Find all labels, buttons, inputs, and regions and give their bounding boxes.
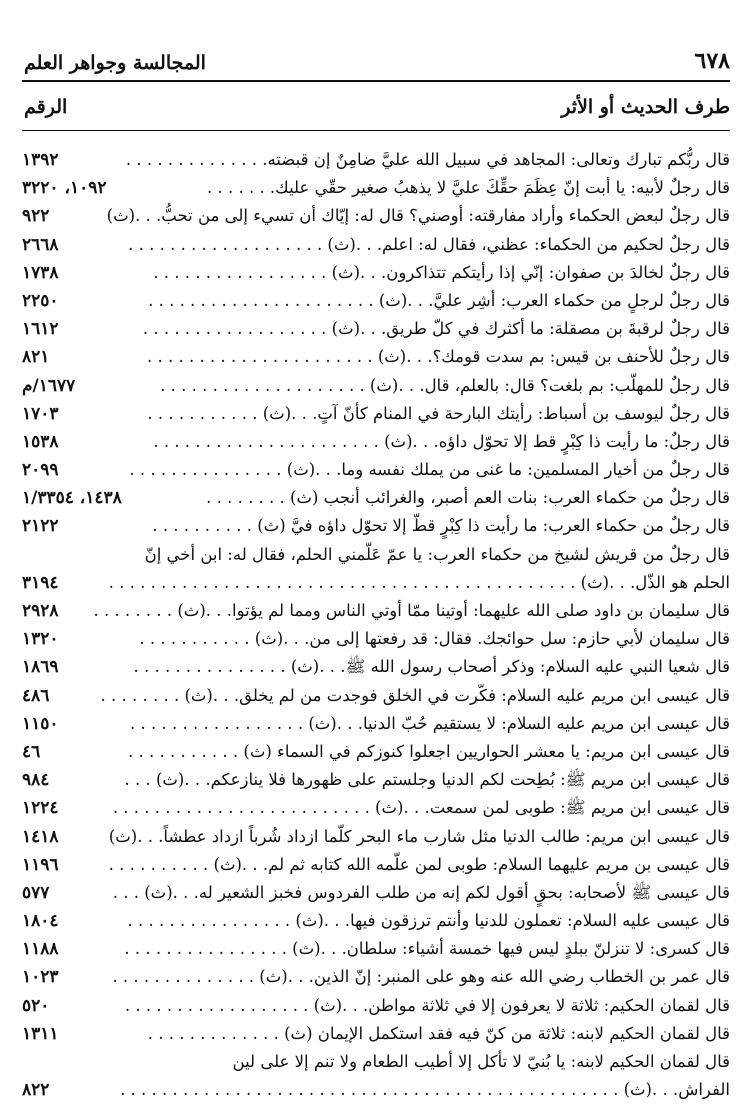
index-entry <box>22 625 730 653</box>
entry-reference-number: ١٧٣٨ <box>22 262 59 283</box>
index-entry <box>22 343 730 371</box>
page-number: ٦٧٨ <box>694 48 730 74</box>
entry-reference-number: ١٠٢٣ <box>22 967 59 988</box>
entry-text: الحلم هو الذّل. . .(ث) . . . . . . . . . . . . . . . . . . . . . . . . . . . . . . . . . . . . . . . . . . . . . <box>108 572 730 592</box>
index-entry <box>22 935 730 963</box>
entry-text: الفراش. . .(ث) . . . . . . . . . . . . . . . . . . . . . . . . . . . . . . . . . . . . . . . . . . . . . . . . <box>120 1080 730 1100</box>
running-head <box>24 44 730 74</box>
index-entry <box>22 259 730 287</box>
entry-reference-number: ١١٥٠ <box>22 713 59 734</box>
entry-reference-number: ٥٢٠ <box>22 995 50 1016</box>
entry-text: قال رجلٌ لرجلٍ من حكماء العرب: أشِر عليَّ. . .(ث) . . . . . . . . . . . . . . . . . . . . . . <box>148 290 730 310</box>
entry-reference-number: ١٢٢٤ <box>22 798 59 819</box>
entry-text: قال رجلٌ للمهلّب: بم بلغت؟ قال: بالعلم، قال. . .(ث) . . . . . . . . . . . . . . . . . . . . <box>160 375 730 395</box>
index-entry <box>22 512 730 540</box>
entry-text: قال رجلٌ لأبيه: يا أبت إنّ عِظَمَ حقِّكَ عليَّ لا يذهبُ صغير حقّي عليك. . . . . . . <box>206 178 730 198</box>
column-header-text: طرف الحديث أو الأثر <box>561 96 730 118</box>
entry-text: قال سليمان بن داود صلى الله عليهما: أوتينا ممّا أوتي الناس ومما لم يؤتوا. . .(ث) . . . . . . . . <box>93 601 730 620</box>
index-entry <box>22 428 730 456</box>
header-rule <box>22 80 730 82</box>
entry-reference-number: ١٨٦٩ <box>22 657 59 678</box>
entry-reference-number: ٤٦ <box>22 741 41 762</box>
index-entry <box>22 1076 730 1104</box>
entry-text: قال رجلٌ للأحنف بن قيس: بم سدت قومك؟. . .(ث) . . . . . . . . . . . . . . . . . . . . . . <box>147 347 730 367</box>
index-entry <box>22 202 730 230</box>
entry-reference-number: ٢٩٢٨ <box>22 601 59 621</box>
entry-text: قال لقمان الحكيم لابنه: يا بُنيّ لا تأكل إلا أطيب الطعام ولا تنم إلا على لين <box>232 1052 730 1071</box>
entry-reference-number: ٢٦٦٨ <box>22 234 59 255</box>
entry-reference-number: ٢٢٥٠ <box>22 290 59 311</box>
entry-text: قال عيسى عليه السلام: تعملون للدنيا وأنتم ترزقون فيها. . .(ث) . . . . . . . . . . . . . . . . <box>127 911 730 931</box>
index-entry <box>22 315 730 343</box>
entry-text: قال عيسى ابن مريم عليه السلام: لا يستقيم حُبّ الدنيا. . .(ث) . . . . . . . . . . . . . . . . . <box>130 713 730 733</box>
entry-text: قال رجلٌ لحكيم من الحكماء: عظني، فقال له: اعلم. . .(ث) . . . . . . . . . . . . . . . . . . . <box>128 234 730 254</box>
index-entry <box>22 1020 730 1048</box>
entry-reference-number: ١٠٩٢، ٣٢٢٠ <box>22 178 107 199</box>
entry-reference-number: ٢٠٩٩ <box>22 460 59 481</box>
index-entry <box>22 174 730 202</box>
entry-text: قال رجلٌ لخالدَ بن صفوان: إنّي إذا رأيتكم تتذاكرون. . .(ث) . . . . . . . . . . . . . . . . . <box>153 262 730 282</box>
entry-text: قال كسرى: لا تنزلنّ ببلدٍ ليس فيها خمسة أشياء: سلطان. . .(ث) . . . . . . . . . . . . . . . . <box>124 939 730 959</box>
book-title: المجالسة وجواهر العلم <box>24 52 206 74</box>
index-entry <box>22 963 730 991</box>
entry-reference-number: ١٣١١ <box>22 1023 59 1044</box>
index-entry <box>22 710 730 738</box>
entry-reference-number: ١٣٩٢ <box>22 150 59 170</box>
entry-text: قال عيسى بن مريم عليهما السلام: طوبى لمن علّمه الله كتابه ثم لم. . .(ث) . . . . . . . . . . <box>108 854 730 874</box>
entry-reference-number: ١١٩٦ <box>22 854 59 875</box>
entry-text: قال رجلٌ لرقبةَ بن مصقلة: ما أكثرك في كلّ طريق. . .(ث) . . . . . . . . . . . . . . . . . . <box>142 319 730 339</box>
index-entry <box>22 597 730 625</box>
entry-reference-number: ٣١٩٤ <box>22 572 59 593</box>
index-entry <box>22 484 730 512</box>
entry-reference-number: ١٥٣٨ <box>22 431 59 452</box>
entry-text: قال رجلٌ: ما رأيت ذا كِبْرٍ قط إلا تحوّل داؤه. . .(ث) . . . . . . . . . . . . . . . . . . . . . . <box>153 431 730 451</box>
index-entry <box>22 879 730 907</box>
index-entry <box>22 456 730 484</box>
index-entry <box>22 823 730 851</box>
index-entry <box>22 992 730 1020</box>
entry-text: قال رجلٌ لبعض الحكماء وأراد مفارقته: أوصني؟ قال له: إيّاك أن تسيء إلى من تحبُّ. . .(ث) <box>106 206 730 226</box>
entry-text: قال ربُّكم تبارك وتعالى: المجاهد في سبيل الله عليَّ ضامِنٌ إن قبضته. . . . . . . . . . . . . . <box>125 150 730 169</box>
entry-reference-number: ٨٢٢ <box>22 1080 50 1101</box>
entry-reference-number: ١٦٧٧/م <box>22 375 76 396</box>
index-entry <box>22 653 730 681</box>
entry-text: قال رجلٌ من أخيار المسلمين: ما غنى من يملك نفسه وما. . .(ث) . . . . . . . . . . . . . . . <box>129 460 730 480</box>
entry-text: قال رجلٌ من حكماء العرب: ما رأيت ذا كِبْرٍ قطّ إلا تحوّل داؤه فيَّ (ث) . . . . . . . . . . <box>152 516 730 536</box>
entry-text: قال عيسى ابن مريم: يا معشر الحواريين اجعلوا كنوزكم في السماء (ث) . . . . . . . . . . . <box>128 741 730 761</box>
index-entry <box>22 231 730 259</box>
entry-text: قال عمر بن الخطاب رضي الله عنه وهو على المنبر: إنّ الذين. . .(ث) . . . . . . . . . . . . . . <box>112 967 730 987</box>
index-entry <box>22 682 730 710</box>
entry-text: قال عيسى ﷺ لأصحابه: بحقٍ أقول لكم إنه من طلب الفردوس فخبز الشعير له. . .(ث) . . . <box>112 882 730 902</box>
index-entry <box>22 372 730 400</box>
entry-reference-number: ٩٢٢ <box>22 206 50 227</box>
entry-reference-number: ٤٨٦ <box>22 685 50 706</box>
index-entry <box>22 851 730 879</box>
entry-reference-number: ١٨٠٤ <box>22 911 59 932</box>
index-entry <box>22 569 730 597</box>
index-entry <box>22 146 730 174</box>
entry-text: قال عيسى ابن مريم ﷺ: بُطِحت لكم الدنيا وجلستم على ظهورها فلا ينازعكم. . .(ث) . . . <box>124 770 730 790</box>
entry-text: قال رجلٌ من حكماء العرب: بنات العم أصبر، والغرائب أنجب (ث) . . . . . . . . <box>206 488 730 508</box>
index-entry <box>22 907 730 935</box>
entry-text: قال عيسى ابن مريم عليه السلام: فكّرت في الخلق فوجدت من لم يخلق. . .(ث) . . . . . . . . <box>100 685 730 705</box>
entry-text: قال رجلٌ من قريش لشيخ من حكماء العرب: يا عمّ عَلّمني الحلم، فقال له: ابن أخي إنّ <box>144 544 730 564</box>
entry-text: قال عيسى ابن مريم ﷺ: طوبى لمن سمعت. . .(ث) . . . . . . . . . . . . . . . . . . . . . . . . . <box>112 798 730 818</box>
column-header-ref: الرقم <box>24 96 68 118</box>
entry-reference-number: ٨٢١ <box>22 347 50 368</box>
index-entry <box>22 794 730 822</box>
entry-reference-number: ٢١٢٢ <box>22 516 59 537</box>
entry-text: قال لقمان الحكيم: ثلاثة لا يعرفون إلا في ثلاثة مواطن. . .(ث) . . . . . . . . . . . . . . . . . . <box>124 995 730 1015</box>
entry-reference-number: ١٧٠٣ <box>22 403 59 424</box>
index-entry <box>22 766 730 794</box>
entry-reference-number: ٥٧٧ <box>22 882 50 903</box>
entry-text: قال سليمان لأبي حازم: سل حوائجك. فقال: قد رفعتها إلى من. . .(ث) . . . . . . . . . . . <box>139 629 730 649</box>
entry-text: قال عيسى ابن مريم: طالب الدنيا مثل شارب ماء البحر كلّما ازداد شُرباً ازداد عطشاً. . .(ث) <box>108 826 730 846</box>
column-header-rule <box>22 130 730 131</box>
entry-reference-number: ١٤١٨ <box>22 826 59 847</box>
entry-reference-number: ١١٨٨ <box>22 939 59 960</box>
entry-text: قال لقمان الحكيم لابنه: ثلاثة من كنّ فيه فقد استكمل الإيمان (ث) . . . . . . . . . . . . . <box>147 1023 730 1043</box>
index-entries <box>22 146 730 1104</box>
index-entry <box>22 541 730 569</box>
entry-reference-number: ٩٨٤ <box>22 770 50 791</box>
entry-text: قال شعيا النبي عليه السلام: وذكر أصحاب رسول الله ﷺ. . .(ث) . . . . . . . . . . . . . . . <box>133 657 730 677</box>
index-entry <box>22 400 730 428</box>
index-entry <box>22 1048 730 1076</box>
entry-reference-number: ١٣٢٠ <box>22 629 59 650</box>
column-headers <box>24 92 730 122</box>
index-entry <box>22 287 730 315</box>
entry-text: قال رجلٌ ليوسف بن أسباط: رأيتك البارحة في المنام كأنّ آتٍ. . .(ث) . . . . . . . . . . . <box>147 403 730 423</box>
index-entry <box>22 738 730 766</box>
entry-reference-number: ١٦١٢ <box>22 319 59 340</box>
entry-reference-number: ١٤٣٨، ١/٣٣٥٤ <box>22 488 122 509</box>
